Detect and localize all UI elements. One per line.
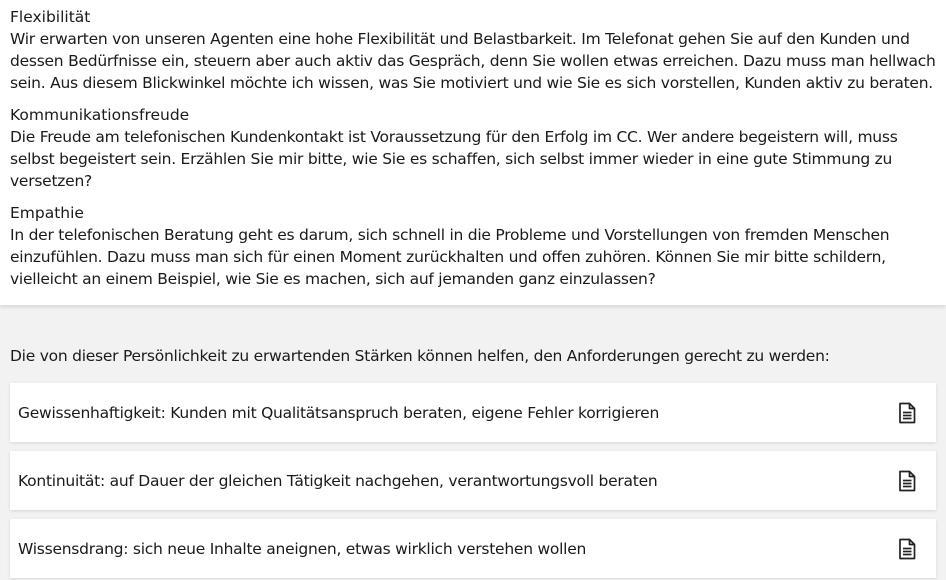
strengths-panel — [0, 305, 946, 578]
document-icon[interactable] — [896, 537, 918, 561]
requirement-text: Die Freude am telefonischen Kundenkontakt ist Voraussetzung für den Erfolg im CC. Wer andere begeistern will, muss selbst begeistert sein. Erzählen Sie mir bitte, wie Sie es schaffen, sich selbst immer wieder in eine gute Stimmung zu versetzen? — [10, 128, 898, 190]
requirement-communication — [10, 104, 936, 192]
requirement-empathy — [10, 202, 936, 290]
requirement-title: Kommunikationsfreude — [10, 106, 190, 124]
strength-label: Gewissenhaftigkeit: Kunden mit Qualitätsanspruch beraten, eigene Fehler korrigieren — [18, 403, 660, 422]
requirement-flexibility — [10, 6, 936, 94]
requirement-title: Flexibilität — [10, 8, 91, 26]
requirement-title: Empathie — [10, 204, 84, 222]
strength-card-curiosity[interactable] — [10, 519, 936, 578]
document-icon[interactable] — [896, 401, 918, 425]
strength-card-continuity[interactable] — [10, 451, 936, 510]
document-icon[interactable] — [896, 469, 918, 493]
requirement-text: Wir erwarten von unseren Agenten eine hohe Flexibilität und Belastbarkeit. Im Telefonat gehen Sie auf den Kunden und dessen Bedürfnisse ein, steuern aber auch aktiv das Gespräch, denn Sie wollen etwas erreichen. Dazu muss man hellwach sein. Aus diesem Blickwinkel möchte ich wissen, was Sie motiviert und wie Sie es sich vorstellen, Kunden aktiv zu beraten. — [10, 30, 936, 92]
strengths-intro: Die von dieser Persönlichkeit zu erwartenden Stärken können helfen, den Anforderungen gerecht zu werden: — [10, 347, 830, 365]
strength-card-conscientiousness[interactable] — [10, 383, 936, 442]
strength-label: Wissensdrang: sich neue Inhalte aneignen, etwas wirklich verstehen wollen — [18, 539, 587, 558]
requirement-text: In der telefonischen Beratung geht es darum, sich schnell in die Probleme und Vorstellungen von fremden Menschen einzufühlen. Dazu muss man sich für einen Moment zurückhalten und offen zuhören. Können Sie mir bitte schildern, vielleicht an einem Beispiel, wie Sie es machen, sich auf jemanden ganz einzulassen? — [10, 226, 890, 288]
strength-label: Kontinuität: auf Dauer der gleichen Tätigkeit nachgehen, verantwortungsvoll beraten — [18, 471, 658, 490]
